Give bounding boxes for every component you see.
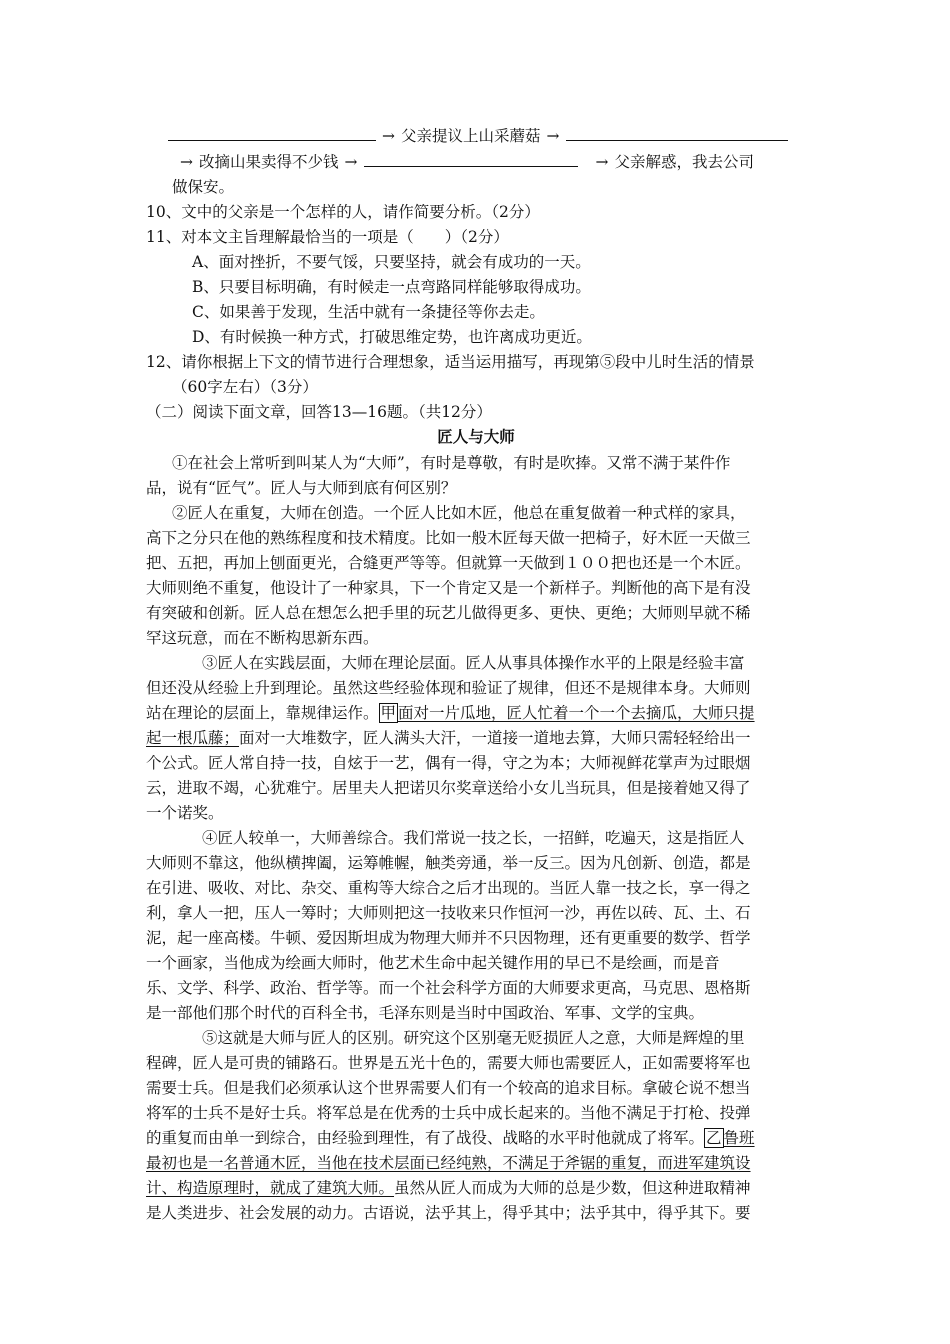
text-span: 虽然从匠人而成为大师的总是少数，但这种进取精神 [394,1179,751,1197]
underlined-sentence-yi: 最初也是一名普通木匠，当他在技术层面已经纯熟，不满足于斧锯的重复，而进军建筑设 [146,1154,751,1172]
underlined-sentence-jia: 起一根瓜藤； [146,729,240,747]
marker-yi: 乙 [706,1129,722,1147]
article-title: 匠人与大师 [437,428,515,446]
flow-step: 父亲解惑，我去公司 [614,153,755,171]
paragraph-line: 高下之分只在他的熟练程度和技术精度。比如一般木匠每天做一把椅子，好木匠一天做三 [146,529,751,547]
flow-line-2 [180,150,840,174]
paragraph-line: 利，拿人一把，压人一筹时；大师则把这一技收来只作恒河一沙，再佐以砖、瓦、土、石 [146,904,751,922]
section-header: （二）阅读下面文章，回答13—16题。（共12分） [146,403,492,421]
paragraph-line: 罕这玩意，而在不断构思新东西。 [146,629,379,647]
question-12: 12、请你根据上下文的情节进行合理想象，适当运用描写，再现第⑤段中儿时生活的情景 [146,353,755,371]
paragraph-line: ①在社会上常听到叫某人为“大师”，有时是尊敬，有时是吹捧。又常不满于某件作 [172,454,731,472]
arrow-icon: → [546,127,560,145]
underlined-sentence-yi: 计、构造原理时，就成了建筑大师。 [146,1179,395,1197]
paragraph-line: ⑤这就是大师与匠人的区别。研究这个区别毫无贬损匠人之意，大师是辉煌的里 [202,1029,745,1047]
paragraph-line: 大师则不靠这，他纵横捭阖，运筹帷幄，触类旁通，举一反三。因为凡创新、创造，都是 [146,854,751,872]
paragraph-line: 一个画家，当他成为绘画大师时，他艺术生命中起关键作用的早已不是绘画，而是音 [146,954,720,972]
flow-step: 改摘山果卖得不少钱 [199,153,339,171]
marker-jia: 甲 [380,704,397,722]
answer-blank-1[interactable] [168,126,376,141]
paragraph-line: 但还没从经验上升到理论。虽然这些经验体现和验证了规律，但还不是规律本身。大师则 [146,679,751,697]
paragraph-line: 需要士兵。但是我们必须承认这个世界需要人们有一个较高的追求目标。拿破仑说不想当 [146,1079,751,1097]
paragraph-line: 有突破和创新。匠人总在想怎么把手里的玩艺儿做得更多、更快、更绝；大师则早就不稀 [146,604,751,622]
text-span: 站在理论的层面上，靠规律运作。 [146,704,379,722]
arrow-icon: → [344,153,358,171]
paragraph-line: 在引进、吸收、对比、杂交、重构等大综合之后才出现的。当匠人靠一技之长，享一得之 [146,879,751,897]
paragraph-line: 泥，起一座高楼。牛顿、爱因斯坦成为物理大师并不只因物理，还有更重要的数学、哲学 [146,929,751,947]
flow-step: 做保安。 [172,178,235,196]
text-span: 的重复而由单一到综合，由经验到理性，有了战役、战略的水平时他就成了将军。 [146,1129,705,1147]
paragraph-line [146,1126,806,1150]
paragraph-line: 乐、文学、科学、政治、哲学等。而一个社会科学方面的大师要求更高，马克思、恩格斯 [146,979,751,997]
answer-blank-2[interactable] [566,126,788,141]
arrow-icon: → [382,127,395,145]
answer-blank-3[interactable] [364,152,578,167]
paragraph-line: 大师则绝不重复，他设计了一种家具，下一个肯定又是一个新样子。判断他的高下是有没 [146,579,751,597]
flow-step: 父亲提议上山采蘑菇 [401,127,541,145]
paragraph-line [146,726,806,750]
paragraph-line: 将军的士兵不是好士兵。将军总是在优秀的士兵中成长起来的。当他不满足于打枪、投弹 [146,1104,751,1122]
paragraph-line: 云，进取不竭，心犹难宁。居里夫人把诺贝尔奖章送给小女儿当玩具，但是接着她又得了 [146,779,751,797]
paragraph-line [146,701,806,725]
paragraph-line: 品，说有“匠气”。匠人与大师到底有何区别？ [146,479,457,497]
option-c[interactable]: C、如果善于发现，生活中就有一条捷径等你去走。 [192,303,545,321]
paragraph-line: 是人类进步、社会发展的动力。古语说，法乎其上，得乎其中；法乎其中，得乎其下。要 [146,1204,751,1222]
paragraph-line [146,1176,806,1200]
option-a[interactable]: A、面对挫折，不要气馁，只要坚持，就会有成功的一天。 [192,253,591,271]
paragraph-line: 个公式。匠人常自持一技，自炫于一艺，偶有一得，守之为本；大师视鲜花掌声为过眼烟 [146,754,751,772]
option-d[interactable]: D、有时候换一种方式，打破思维定势，也许离成功更近。 [192,328,592,346]
text-span: 面对一大堆数字，匠人满头大汗，一道接一道地去算，大师只需轻轻给出一 [239,729,751,747]
flow-line-1 [168,124,828,148]
arrow-icon: → [595,153,609,171]
question-12-score: （60字左右）（3分） [172,378,318,396]
paragraph-line [146,1151,806,1175]
underlined-sentence-jia: 面对一片瓜地，匠人忙着一个一个去摘瓜，大师只提 [398,704,755,722]
paragraph-line: ③匠人在实践层面，大师在理论层面。匠人从事具体操作水平的上限是经验丰富 [202,654,745,672]
paragraph-line: ④匠人较单一，大师善综合。我们常说一技之长，一招鲜，吃遍天，这是指匠人 [202,829,745,847]
paragraph-line: 程碑，匠人是可贵的铺路石。世界是五光十色的，需要大师也需要匠人，正如需要将军也 [146,1054,751,1072]
underlined-sentence-yi: 鲁班 [723,1129,755,1147]
option-b[interactable]: B、只要目标明确，有时候走一点弯路同样能够取得成功。 [192,278,591,296]
paragraph-line: 把、五把，再加上刨面更光，合缝更严等等。但就算一天做到１００把也还是一个木匠。 [146,554,751,572]
question-11: 11、对本文主旨理解最恰当的一项是（ ）（2分） [146,228,509,246]
paragraph-line: ②匠人在重复，大师在创造。一个匠人比如木匠，他总在重复做着一种式样的家具， [172,504,746,522]
question-10: 10、文中的父亲是一个怎样的人，请作简要分析。（2分） [146,203,540,221]
paragraph-line: 是一部他们那个时代的百科全书，毛泽东则是当时中国政治、军事、文学的宝典。 [146,1004,705,1022]
paragraph-line: 一个诺奖。 [146,804,224,822]
arrow-icon: → [180,153,193,171]
